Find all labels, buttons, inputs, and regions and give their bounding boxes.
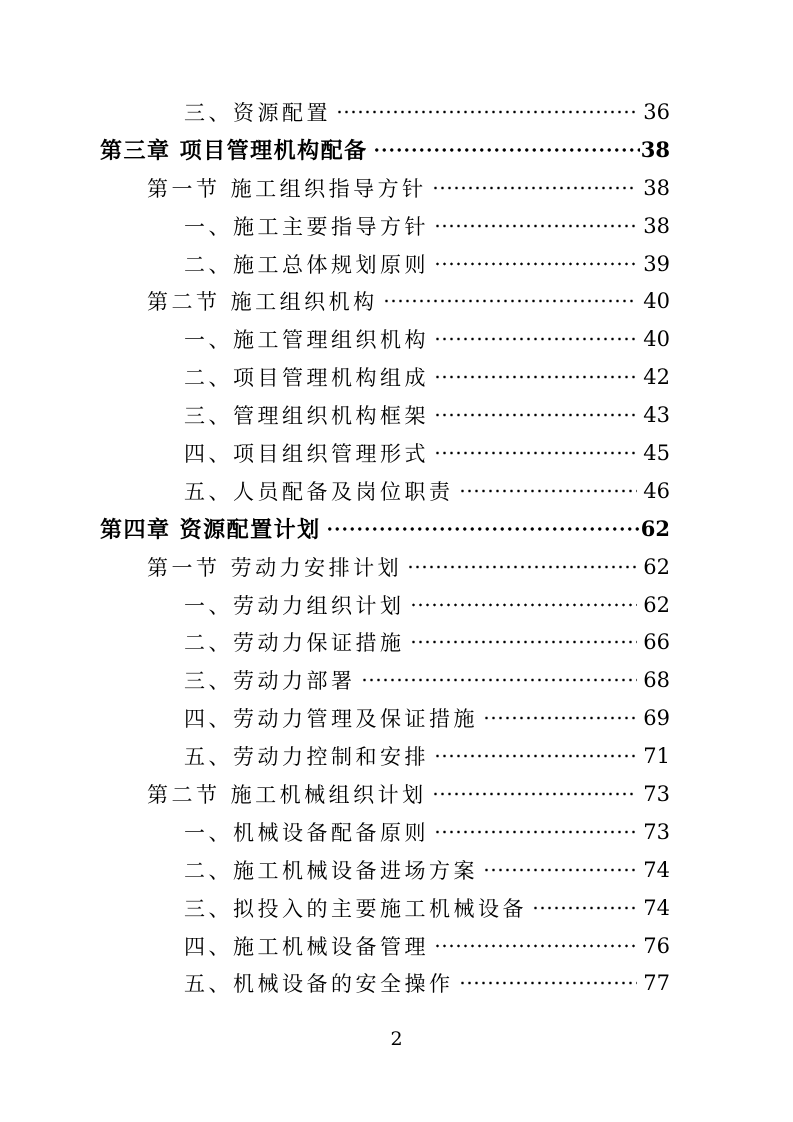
toc-entry-chapter[interactable] [100, 131, 670, 169]
toc-entry-page-number: 36 [643, 99, 670, 124]
toc-entry-page-number: 39 [643, 251, 670, 276]
toc-entry-label: 五、劳动力控制和安排 [184, 745, 429, 770]
toc-entry-page-number: 73 [643, 781, 670, 806]
toc-entry-label: 三、资源配置 [184, 100, 331, 125]
dot-leader [407, 548, 637, 586]
toc-entry-item[interactable] [184, 396, 670, 434]
toc-entry-item[interactable] [184, 93, 670, 131]
dot-leader [434, 245, 637, 283]
toc-entry-label: 一、机械设备配备原则 [184, 820, 429, 845]
toc-entry-label: 三、拟投入的主要施工机械设备 [184, 896, 527, 921]
toc-entry-item[interactable] [184, 320, 670, 358]
toc-entry-page-number: 45 [643, 440, 670, 465]
dot-leader [434, 737, 637, 775]
dot-leader [434, 396, 637, 434]
toc-entry-chapter[interactable] [100, 510, 670, 548]
dot-leader [410, 586, 638, 624]
toc-entry-label: 五、机械设备的安全操作 [184, 972, 454, 997]
toc-entry-page-number: 62 [643, 554, 670, 579]
toc-entry-label: 第二节 施工机械组织计划 [147, 782, 427, 807]
toc-entry-item[interactable] [184, 699, 670, 737]
toc-entry-label: 三、管理组织机构框架 [184, 404, 429, 429]
toc-entry-item[interactable] [184, 927, 670, 965]
toc-entry-item[interactable] [184, 851, 670, 889]
toc-entry-label: 二、施工总体规划原则 [184, 252, 429, 277]
toc-entry-page-number: 66 [643, 630, 670, 655]
toc-entry-section[interactable] [147, 775, 670, 813]
toc-entry-page-number: 76 [643, 933, 670, 958]
toc-entry-label: 五、人员配备及岗位职责 [184, 479, 454, 504]
dot-leader [373, 131, 640, 169]
dot-leader [434, 927, 637, 965]
table-of-contents [0, 93, 793, 1002]
toc-entry-item[interactable] [184, 434, 670, 472]
toc-entry-page-number: 74 [643, 857, 670, 882]
dot-leader [459, 472, 638, 510]
toc-entry-section[interactable] [147, 282, 670, 320]
toc-entry-section[interactable] [147, 169, 670, 207]
footer-page-number: 2 [390, 1028, 403, 1050]
toc-entry-page-number: 38 [643, 213, 670, 238]
toc-entry-page-number: 40 [643, 327, 670, 352]
dot-leader [434, 434, 637, 472]
dot-leader [434, 358, 637, 396]
dot-leader [410, 623, 638, 661]
toc-entry-page-number: 42 [643, 365, 670, 390]
toc-entry-item[interactable] [184, 623, 670, 661]
dot-leader [459, 964, 638, 1002]
toc-entry-page-number: 62 [640, 516, 670, 542]
toc-entry-item[interactable] [184, 737, 670, 775]
toc-entry-label: 一、施工主要指导方针 [184, 214, 429, 239]
toc-entry-label: 二、劳动力保证措施 [184, 631, 405, 656]
dot-leader [483, 699, 637, 737]
page-footer [0, 1028, 793, 1050]
dot-leader [432, 169, 638, 207]
dot-leader [483, 851, 637, 889]
toc-entry-item[interactable] [184, 207, 670, 245]
dot-leader [532, 889, 637, 927]
toc-entry-label: 三、劳动力部署 [184, 669, 356, 694]
dot-leader [434, 320, 637, 358]
toc-entry-label: 第一节 施工组织指导方针 [147, 176, 427, 201]
toc-entry-page-number: 40 [643, 289, 670, 314]
toc-entry-item[interactable] [184, 358, 670, 396]
toc-entry-label: 一、施工管理组织机构 [184, 328, 429, 353]
toc-entry-item[interactable] [184, 245, 670, 283]
toc-entry-label: 四、劳动力管理及保证措施 [184, 707, 478, 732]
toc-entry-page-number: 74 [643, 895, 670, 920]
toc-entry-page-number: 73 [643, 819, 670, 844]
dot-leader [361, 661, 638, 699]
toc-entry-label: 第一节 劳动力安排计划 [147, 555, 403, 580]
toc-entry-item[interactable] [184, 586, 670, 624]
toc-entry-label: 四、施工机械设备管理 [184, 934, 429, 959]
toc-entry-label: 第三章 项目管理机构配备 [100, 138, 368, 165]
toc-entry-item[interactable] [184, 813, 670, 851]
toc-entry-item[interactable] [184, 472, 670, 510]
toc-entry-section[interactable] [147, 548, 670, 586]
dot-leader [432, 775, 638, 813]
toc-entry-label: 二、施工机械设备进场方案 [184, 858, 478, 883]
dot-leader [434, 207, 637, 245]
toc-entry-page-number: 38 [643, 175, 670, 200]
toc-entry-label: 第二节 施工组织机构 [147, 290, 378, 315]
toc-entry-item[interactable] [184, 964, 670, 1002]
toc-entry-page-number: 43 [643, 403, 670, 428]
toc-entry-label: 一、劳动力组织计划 [184, 593, 405, 618]
toc-entry-label: 二、项目管理机构组成 [184, 366, 429, 391]
toc-entry-page-number: 68 [643, 668, 670, 693]
dot-leader [383, 282, 638, 320]
toc-entry-page-number: 77 [643, 971, 670, 996]
toc-entry-label: 四、项目组织管理形式 [184, 441, 429, 466]
dot-leader [434, 813, 637, 851]
toc-entry-page-number: 62 [643, 592, 670, 617]
toc-entry-page-number: 71 [643, 744, 670, 769]
toc-entry-item[interactable] [184, 661, 670, 699]
toc-entry-page-number: 69 [643, 706, 670, 731]
toc-entry-label: 第四章 资源配置计划 [100, 517, 321, 544]
dot-leader [336, 93, 637, 131]
toc-entry-page-number: 46 [643, 478, 670, 503]
toc-entry-page-number: 38 [640, 137, 670, 163]
dot-leader [326, 510, 640, 548]
toc-entry-item[interactable] [184, 889, 670, 927]
